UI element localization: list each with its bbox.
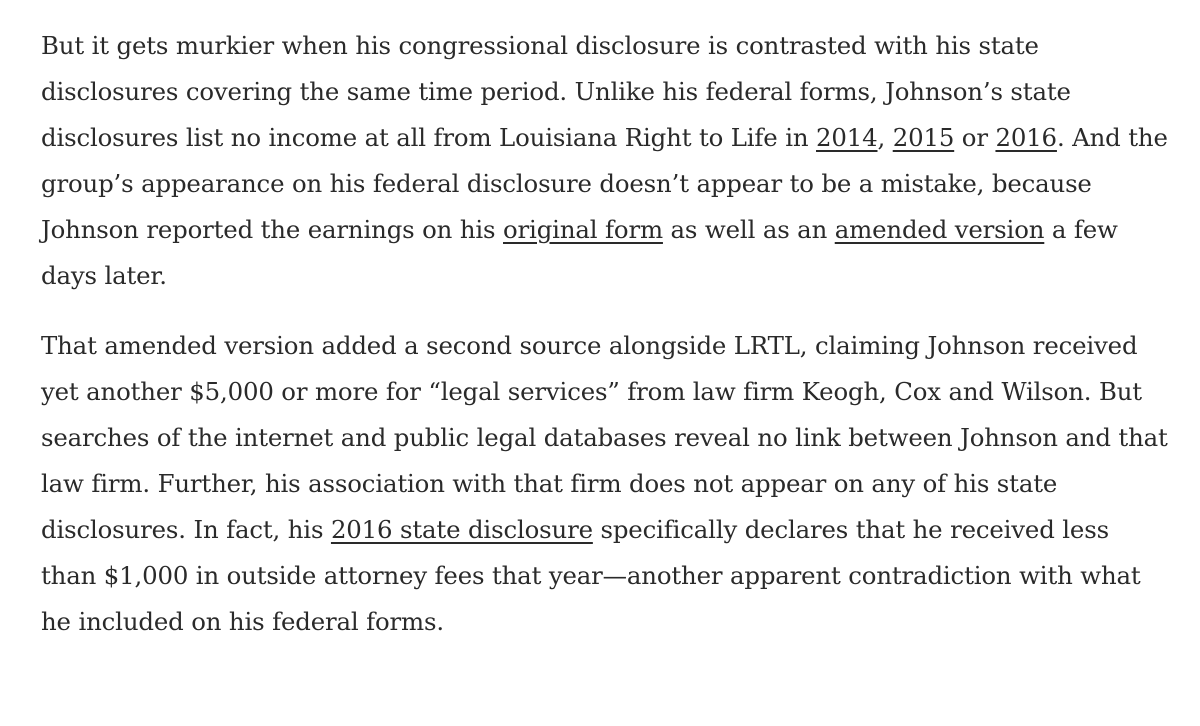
text-run: or <box>954 123 996 152</box>
text-run: as well as an <box>662 215 835 244</box>
link-2015-state-disclosure[interactable]: 2015 <box>892 123 955 152</box>
text-run: But it gets murkier when his congressional disclosure is contrasted with his state disclosures covering the same time period. Unlike his federal forms, Johnson’s state disclosures list no income at all from Louisiana Right to Life in <box>41 31 1071 152</box>
link-original-form[interactable]: original form <box>503 215 663 244</box>
text-run: . And the group’s appearance on his federal disclosure doesn’t appear to be a mistake, because Johnson reported the earnings on his <box>41 123 1168 244</box>
link-2016-state-disclosure-year[interactable]: 2016 <box>995 123 1057 152</box>
link-amended-version[interactable]: amended version <box>834 215 1045 244</box>
text-run: That amended version added a second source alongside LRTL, claiming Johnson received yet another $5,000 or more for “legal services” from law firm Keogh, Cox and Wilson. But searches of the internet and public legal databases reveal no link between Johnson and that law firm. Further, his association with that firm does not appear on any of his state disclosures. In fact, his <box>41 331 1168 544</box>
link-2016-state-disclosure[interactable]: 2016 state disclosure <box>330 515 593 544</box>
article-body <box>41 0 1171 645</box>
paragraph <box>41 323 1171 645</box>
text-run: a few days later. <box>41 215 1118 290</box>
text-run: specifically declares that he received less than $1,000 in outside attorney fees that year—another apparent contradiction with what he included on his federal forms. <box>41 515 1141 636</box>
paragraph <box>41 0 1171 299</box>
text-run: , <box>877 123 893 152</box>
link-2014-state-disclosure[interactable]: 2014 <box>816 123 878 152</box>
